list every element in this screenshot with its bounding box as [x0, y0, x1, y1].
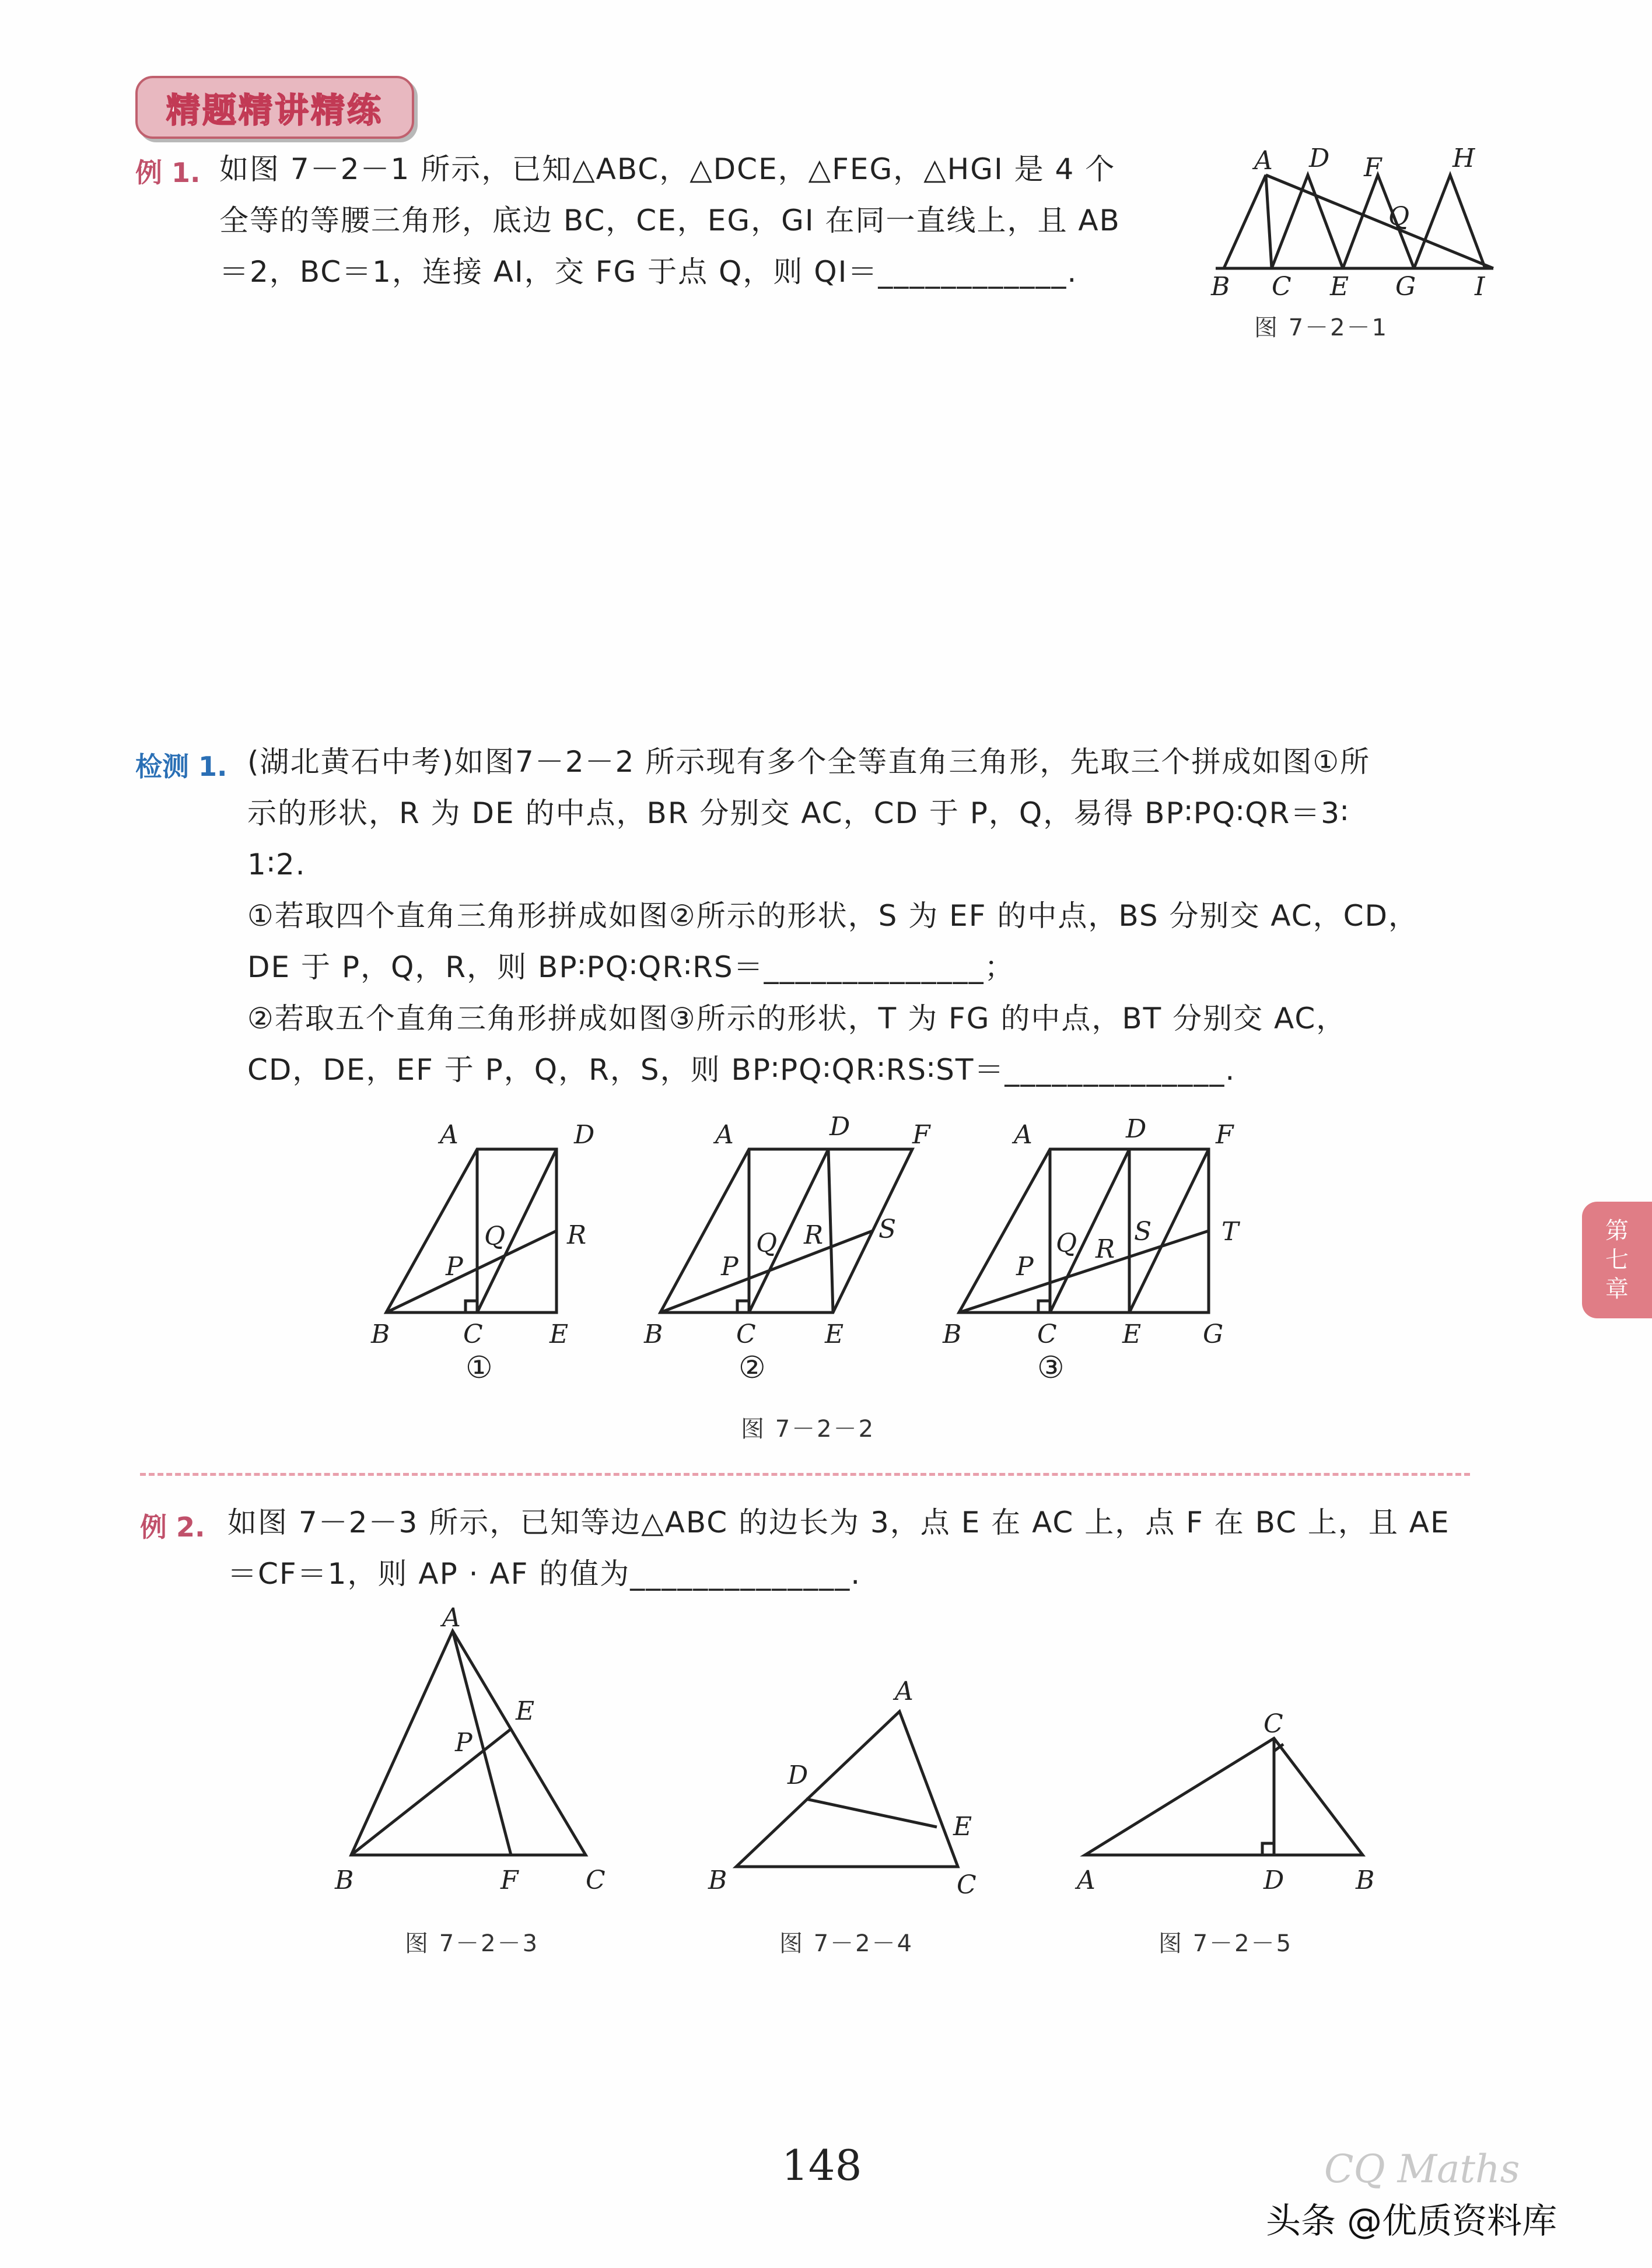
f24-label-e: E: [953, 1812, 972, 1842]
fig-7-2-5: [1085, 1738, 1363, 1855]
f3-label-s: S: [1134, 1217, 1152, 1247]
triangle-dce: [1272, 175, 1343, 268]
chapter-tab-char: 章: [1605, 1276, 1629, 1303]
f23-label-c: C: [586, 1866, 606, 1895]
test1-text: [247, 736, 1419, 1096]
test1-line: 1∶2.: [247, 848, 306, 881]
f1-label-r: R: [567, 1220, 587, 1250]
fig-7-2-4: [736, 1712, 958, 1867]
f2-label-a: A: [715, 1120, 734, 1150]
ex2-line: ＝CF＝1，则 AP · AF 的值为______________.: [228, 1557, 862, 1591]
test1-line: ①若取四个直角三角形拼成如图②所示的形状，S 为 EF 的中点，BS 分别交 AC，CD，: [247, 899, 1419, 933]
label-q: Q: [1388, 202, 1410, 232]
f2-label-b: B: [644, 1320, 663, 1349]
triangle-hgi: [1414, 175, 1485, 268]
f3-label-a: A: [1014, 1120, 1032, 1150]
fig-3: [959, 1149, 1209, 1312]
f3-sub-label: ③: [1037, 1350, 1065, 1385]
section-title: 精题精讲精练: [166, 90, 383, 130]
page-number: 148: [782, 2141, 862, 2190]
figure-7-2-2: [327, 1108, 1272, 1418]
f25-label-a: A: [1077, 1866, 1096, 1895]
f3-label-e: E: [1122, 1320, 1142, 1349]
f24-label-b: B: [708, 1866, 727, 1895]
label-g: G: [1395, 272, 1416, 302]
f2-label-d: D: [830, 1112, 850, 1142]
f3-label-f: F: [1216, 1120, 1234, 1150]
f1-label-a: A: [440, 1120, 459, 1150]
f1-sub-label: ①: [466, 1350, 493, 1385]
f23-label-p: P: [455, 1728, 473, 1758]
f2-sub-label: ②: [738, 1350, 766, 1385]
caption-7-2-2: 图 7－2－2: [741, 1416, 876, 1443]
f2-label-s: S: [878, 1214, 897, 1244]
f2-label-f: F: [912, 1120, 930, 1150]
ex1-line: 全等的等腰三角形，底边 BC，CE，EG，GI 在同一直线上，且 AB: [219, 204, 1121, 237]
ex2-text: [228, 1497, 1450, 1600]
ex1-line: 如图 7－2－1 所示，已知△ABC，△DCE，△FEG，△HGI 是 4 个: [219, 152, 1116, 186]
f3-label-g: G: [1203, 1320, 1224, 1349]
fig-2: [660, 1149, 912, 1312]
divider: [140, 1473, 1470, 1476]
section-banner: [135, 76, 414, 139]
f2-label-q: Q: [756, 1228, 778, 1258]
label-d: D: [1309, 144, 1330, 173]
f24-label-a: A: [895, 1676, 914, 1706]
f2-label-e: E: [825, 1320, 844, 1349]
chapter-tab[interactable]: [1582, 1202, 1652, 1318]
ex1-line: ＝2，BC＝1，连接 AI，交 FG 于点 Q，则 QI＝____________.: [219, 255, 1078, 289]
chapter-tab-char: 七: [1605, 1247, 1629, 1273]
f23-label-f: F: [501, 1866, 519, 1895]
f2-label-r: R: [804, 1220, 824, 1250]
f3-label-c: C: [1037, 1320, 1057, 1349]
f1-label-q: Q: [484, 1222, 506, 1251]
test1-line: CD，DE，EF 于 P，Q，R，S，则 BP∶PQ∶QR∶RS∶ST＝______________.: [247, 1053, 1236, 1087]
f2-label-c: C: [736, 1320, 756, 1349]
caption-7-2-1: 图 7－2－1: [1254, 314, 1389, 341]
test1-label: 检测 1.: [135, 751, 228, 782]
ex1-label: 例 1.: [135, 157, 201, 188]
f1-label-p: P: [446, 1252, 463, 1282]
f24-label-d: D: [788, 1760, 808, 1790]
test1-line: 示的形状，R 为 DE 的中点，BR 分别交 AC，CD 于 P，Q，易得 BP∶PQ∶QR＝3∶: [247, 796, 1350, 830]
source-tag: 头条 @优质资料库: [1266, 2201, 1558, 2242]
fig-1: [386, 1149, 556, 1312]
f3-label-d: D: [1126, 1114, 1147, 1144]
f3-label-q: Q: [1056, 1228, 1077, 1258]
f1-label-e: E: [550, 1320, 569, 1349]
ex2-line: 如图 7－2－3 所示，已知等边△ABC 的边长为 3，点 E 在 AC 上，点 F 在 BC 上，且 AE: [228, 1506, 1450, 1539]
label-e: E: [1330, 272, 1349, 302]
caption-7-2-3: 图 7－2－3: [405, 1930, 540, 1957]
ex1-text: [219, 144, 1121, 298]
label-b: B: [1211, 272, 1230, 302]
f23-label-a: A: [442, 1603, 461, 1633]
label-c: C: [1272, 272, 1292, 302]
test1-line: (湖北黄石中考)如图7－2－2 所示现有多个全等直角三角形，先取三个拼成如图①所: [247, 745, 1371, 779]
f25-label-c: C: [1264, 1709, 1283, 1739]
f3-label-t: T: [1222, 1217, 1239, 1247]
ex2-label: 例 2.: [140, 1511, 205, 1543]
label-f: F: [1364, 153, 1382, 183]
f1-label-d: D: [574, 1120, 595, 1150]
caption-7-2-4: 图 7－2－4: [779, 1930, 914, 1957]
f24-label-c: C: [957, 1870, 977, 1900]
label-h: H: [1452, 144, 1475, 173]
figure-7-2-3-to-5: [315, 1598, 1458, 1925]
watermark: CQ Maths: [1324, 2147, 1520, 2192]
label-i: I: [1475, 272, 1485, 302]
f3-label-r: R: [1096, 1234, 1115, 1264]
segment-ai: [1266, 175, 1493, 268]
f25-label-d: D: [1264, 1866, 1284, 1895]
f3-label-b: B: [943, 1320, 962, 1349]
test1-line: ②若取五个直角三角形拼成如图③所示的形状，T 为 FG 的中点，BT 分别交 AC，: [247, 1002, 1347, 1035]
triangle-abc: [1224, 175, 1272, 268]
f2-label-p: P: [721, 1252, 738, 1282]
test1-line: DE 于 P，Q，R，则 BP∶PQ∶QR∶RS＝______________；: [247, 950, 1015, 984]
f23-label-e: E: [516, 1696, 535, 1726]
f23-label-b: B: [335, 1866, 354, 1895]
f25-label-b: B: [1356, 1866, 1375, 1895]
caption-7-2-5: 图 7－2－5: [1158, 1930, 1293, 1957]
f1-label-c: C: [463, 1320, 483, 1349]
f3-label-p: P: [1016, 1252, 1034, 1282]
label-a: A: [1254, 146, 1273, 176]
f1-label-b: B: [371, 1320, 390, 1349]
chapter-tab-char: 第: [1605, 1217, 1629, 1244]
